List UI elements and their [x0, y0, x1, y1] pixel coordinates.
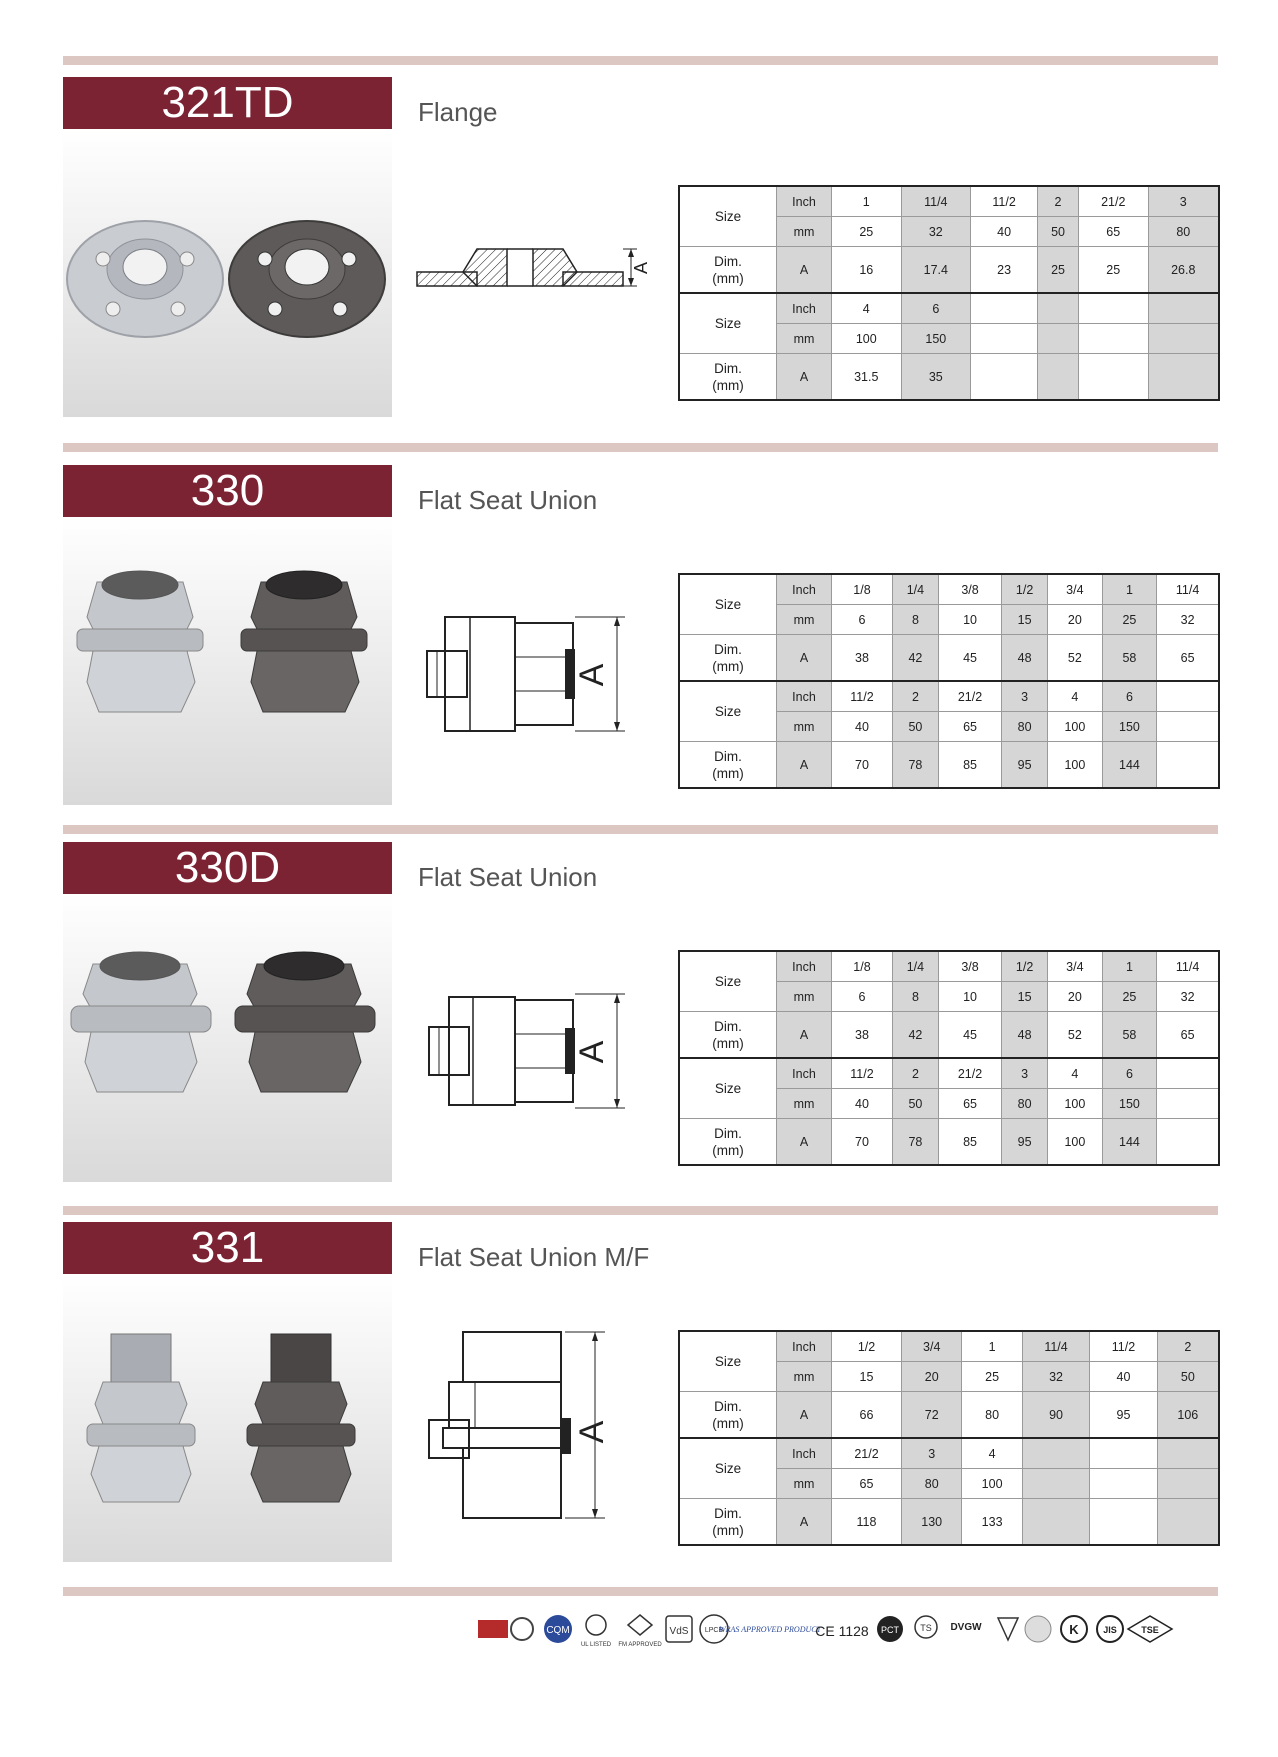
table-cell: 80	[962, 1392, 1022, 1439]
table-cell: 144	[1102, 742, 1157, 789]
table-cell: 15	[1002, 982, 1048, 1012]
table-row	[679, 951, 1219, 982]
svg-text:A: A	[573, 1420, 611, 1444]
fm-icon	[628, 1615, 652, 1635]
table-cell: 45	[938, 635, 1001, 682]
table-cell: 58	[1102, 1012, 1157, 1059]
separator-bar	[63, 1206, 1218, 1215]
table-cell	[1090, 1499, 1157, 1546]
table-cell	[1148, 354, 1219, 401]
unit-label: A	[777, 742, 832, 789]
certification-logos	[478, 1608, 1218, 1650]
unit-label: Inch	[777, 186, 832, 217]
table-cell	[1157, 1119, 1219, 1166]
table-cell	[1022, 1499, 1089, 1546]
table-cell: 11/4	[901, 186, 971, 217]
table-cell: 11/4	[1157, 951, 1219, 982]
unit-label: A	[777, 1392, 832, 1439]
table-row	[679, 354, 1219, 401]
table-cell: 52	[1048, 1012, 1103, 1059]
table-cell: 16	[832, 247, 902, 294]
table-cell: 150	[1102, 712, 1157, 742]
table-cell: 70	[832, 1119, 893, 1166]
table-cell	[1148, 293, 1219, 324]
unit-label: mm	[777, 1469, 832, 1499]
table-cell: 1	[1102, 951, 1157, 982]
table-cell: 3/4	[1048, 951, 1103, 982]
table-cell	[1157, 712, 1219, 742]
unit-label: A	[777, 635, 832, 682]
unit-label: mm	[777, 982, 832, 1012]
table-row	[679, 1438, 1219, 1469]
table-cell: 3/8	[938, 951, 1001, 982]
table-cell: 21/2	[832, 1438, 902, 1469]
table-cell: 8	[892, 605, 938, 635]
table-cell: 72	[902, 1392, 962, 1439]
table-cell: 3/4	[1048, 574, 1103, 605]
dimension-table	[678, 1330, 1220, 1546]
unit-label: mm	[777, 712, 832, 742]
table-cell	[1157, 1089, 1219, 1119]
product-section-330	[0, 465, 1278, 805]
unit-label: mm	[777, 1089, 832, 1119]
table-cell: 80	[902, 1469, 962, 1499]
unit-label: A	[777, 1012, 832, 1059]
table-cell: 65	[832, 1469, 902, 1499]
table-cell: 21/2	[1078, 186, 1148, 217]
table-row	[679, 186, 1219, 217]
table-cell: 1/8	[832, 574, 893, 605]
table-cell	[1078, 293, 1148, 324]
table-cell	[1148, 324, 1219, 354]
table-cell: 8	[892, 982, 938, 1012]
table-cell: 130	[902, 1499, 962, 1546]
table-cell: 42	[892, 1012, 938, 1059]
table-cell: 25	[1102, 982, 1157, 1012]
table-cell	[1157, 681, 1219, 712]
product-photo	[63, 1274, 392, 1562]
table-cell: 32	[1157, 605, 1219, 635]
product-code: 331	[63, 1222, 392, 1274]
table-cell: 1	[832, 186, 902, 217]
dim-label: Dim. (mm)	[679, 1392, 777, 1439]
table-cell: 58	[1102, 635, 1157, 682]
table-cell: 25	[832, 217, 902, 247]
table-cell: 6	[832, 605, 893, 635]
ul-icon	[586, 1615, 606, 1635]
table-cell: 25	[1038, 247, 1079, 294]
table-cell: 150	[1102, 1089, 1157, 1119]
dim-label: Dim. (mm)	[679, 742, 777, 789]
svg-text:PCT: PCT	[881, 1625, 899, 1635]
product-code: 330D	[63, 842, 392, 894]
unit-label: A	[777, 247, 832, 294]
table-cell	[1090, 1469, 1157, 1499]
table-cell: 3	[1148, 186, 1219, 217]
table-cell: 50	[1038, 217, 1079, 247]
svg-text:CE 1128: CE 1128	[815, 1623, 869, 1639]
table-cell	[971, 324, 1038, 354]
table-cell	[971, 354, 1038, 401]
unit-label: Inch	[777, 1331, 832, 1362]
table-cell: 6	[901, 293, 971, 324]
table-cell	[971, 293, 1038, 324]
table-cell: 11/4	[1157, 574, 1219, 605]
separator-bar	[63, 1587, 1218, 1596]
table-cell: 11/2	[1090, 1331, 1157, 1362]
table-cell: 50	[892, 1089, 938, 1119]
dim-label: Dim. (mm)	[679, 247, 777, 294]
table-cell: 80	[1002, 712, 1048, 742]
seal-icon	[511, 1618, 533, 1640]
dimension-table	[678, 950, 1220, 1166]
table-row	[679, 1392, 1219, 1439]
size-label: Size	[679, 1058, 777, 1119]
dim-label: Dim. (mm)	[679, 354, 777, 401]
table-cell: 6	[832, 982, 893, 1012]
dim-label: Dim. (mm)	[679, 1119, 777, 1166]
table-cell: 2	[892, 681, 938, 712]
table-cell: 21/2	[938, 1058, 1001, 1089]
triangle-cert-icon	[998, 1618, 1018, 1640]
table-cell: 52	[1048, 635, 1103, 682]
table-cell	[1078, 354, 1148, 401]
unit-label: mm	[777, 605, 832, 635]
svg-text:DVGW: DVGW	[950, 1622, 982, 1633]
table-cell: 144	[1102, 1119, 1157, 1166]
table-cell: 48	[1002, 1012, 1048, 1059]
table-cell: 65	[1157, 635, 1219, 682]
table-cell: 100	[1048, 712, 1103, 742]
table-cell: 25	[1078, 247, 1148, 294]
table-row	[679, 1012, 1219, 1059]
dimension-table	[678, 185, 1220, 401]
table-cell: 1/4	[892, 951, 938, 982]
table-cell: 40	[971, 217, 1038, 247]
table-cell: 100	[832, 324, 902, 354]
svg-text:TSE: TSE	[1141, 1625, 1159, 1635]
dimension-table	[678, 573, 1220, 789]
table-cell: 78	[892, 1119, 938, 1166]
table-cell: 6	[1102, 681, 1157, 712]
table-cell: 11/2	[832, 681, 893, 712]
table-cell	[1157, 1499, 1219, 1546]
table-cell: 4	[1048, 1058, 1103, 1089]
table-cell: 4	[1048, 681, 1103, 712]
svg-text:K: K	[1069, 1622, 1079, 1637]
table-cell	[1022, 1438, 1089, 1469]
table-cell: 90	[1022, 1392, 1089, 1439]
svg-text:VdS: VdS	[669, 1626, 689, 1637]
table-cell: 26.8	[1148, 247, 1219, 294]
table-cell	[1022, 1469, 1089, 1499]
table-cell: 70	[832, 742, 893, 789]
unit-label: Inch	[777, 1058, 832, 1089]
flange-drawing	[415, 177, 675, 377]
table-cell: 23	[971, 247, 1038, 294]
table-cell: 1/2	[832, 1331, 902, 1362]
table-cell: 17.4	[901, 247, 971, 294]
table-cell: 35	[901, 354, 971, 401]
table-cell: 15	[832, 1362, 902, 1392]
unit-label: A	[777, 1119, 832, 1166]
table-cell	[1157, 1469, 1219, 1499]
table-cell: 31.5	[832, 354, 902, 401]
unit-label: A	[777, 1499, 832, 1546]
table-cell: 10	[938, 982, 1001, 1012]
table-cell	[1038, 324, 1079, 354]
table-cell: 42	[892, 635, 938, 682]
table-cell: 3/8	[938, 574, 1001, 605]
product-photo	[63, 129, 392, 417]
size-label: Size	[679, 1438, 777, 1499]
table-cell: 65	[1157, 1012, 1219, 1059]
table-cell: 65	[938, 1089, 1001, 1119]
separator-bar	[63, 56, 1218, 65]
table-cell	[1157, 1058, 1219, 1089]
svg-text:FM APPROVED: FM APPROVED	[618, 1642, 662, 1648]
product-title: Flat Seat Union	[418, 485, 598, 515]
table-cell: 25	[962, 1362, 1022, 1392]
table-cell: 66	[832, 1392, 902, 1439]
table-cell: 85	[938, 1119, 1001, 1166]
table-cell: 106	[1157, 1392, 1219, 1439]
table-row	[679, 742, 1219, 789]
table-cell: 2	[1157, 1331, 1219, 1362]
table-cell: 133	[962, 1499, 1022, 1546]
table-cell: 32	[1022, 1362, 1089, 1392]
table-cell: 85	[938, 742, 1001, 789]
unit-label: mm	[777, 217, 832, 247]
table-row	[679, 635, 1219, 682]
table-cell: 4	[832, 293, 902, 324]
table-cell: 10	[938, 605, 1001, 635]
table-cell: 3	[1002, 681, 1048, 712]
svg-text:TS: TS	[920, 1623, 932, 1633]
table-cell: 150	[901, 324, 971, 354]
table-cell: 11/4	[1022, 1331, 1089, 1362]
table-cell: 78	[892, 742, 938, 789]
table-cell	[1038, 293, 1079, 324]
dim-label: Dim. (mm)	[679, 635, 777, 682]
table-cell: 40	[832, 712, 893, 742]
table-cell: 38	[832, 1012, 893, 1059]
table-cell: 1/2	[1002, 574, 1048, 605]
table-row	[679, 293, 1219, 324]
svg-text:UL LISTED: UL LISTED	[580, 1642, 612, 1648]
svg-text:WRAS APPROVED PRODUCT: WRAS APPROVED PRODUCT	[718, 1625, 822, 1634]
table-row	[679, 681, 1219, 712]
unit-label: mm	[777, 324, 832, 354]
table-cell	[1157, 1438, 1219, 1469]
size-label: Size	[679, 293, 777, 354]
table-cell: 100	[962, 1469, 1022, 1499]
table-cell: 6	[1102, 1058, 1157, 1089]
table-cell: 65	[1078, 217, 1148, 247]
union-drawing	[415, 942, 675, 1142]
table-cell: 50	[892, 712, 938, 742]
dim-label: Dim. (mm)	[679, 1012, 777, 1059]
svg-text:A: A	[573, 1040, 611, 1064]
table-cell: 20	[902, 1362, 962, 1392]
table-cell: 100	[1048, 1119, 1103, 1166]
svg-text:LPCB: LPCB	[704, 1627, 724, 1634]
table-cell: 21/2	[938, 681, 1001, 712]
table-cell	[1090, 1438, 1157, 1469]
table-cell: 15	[1002, 605, 1048, 635]
table-cell: 40	[832, 1089, 893, 1119]
table-row	[679, 1499, 1219, 1546]
table-cell: 32	[901, 217, 971, 247]
table-row	[679, 574, 1219, 605]
table-cell: 95	[1002, 742, 1048, 789]
table-cell: 45	[938, 1012, 1001, 1059]
table-cell: 40	[1090, 1362, 1157, 1392]
table-cell	[1038, 354, 1079, 401]
table-cell: 1/8	[832, 951, 893, 982]
separator-bar	[63, 825, 1218, 834]
union-mf-drawing	[415, 1322, 675, 1522]
unit-label: Inch	[777, 681, 832, 712]
size-label: Size	[679, 574, 777, 635]
round-seal-icon	[1025, 1616, 1051, 1642]
table-cell: 95	[1002, 1119, 1048, 1166]
table-cell: 1/2	[1002, 951, 1048, 982]
table-cell: 20	[1048, 982, 1103, 1012]
table-cell: 1/4	[892, 574, 938, 605]
unit-label: A	[777, 354, 832, 401]
table-cell: 100	[1048, 742, 1103, 789]
separator-bar	[63, 443, 1218, 452]
unit-label: Inch	[777, 951, 832, 982]
product-title: Flange	[418, 97, 498, 127]
table-cell	[1078, 324, 1148, 354]
table-cell: 50	[1157, 1362, 1219, 1392]
table-cell: 11/2	[832, 1058, 893, 1089]
table-cell: 65	[938, 712, 1001, 742]
unit-label: mm	[777, 1362, 832, 1392]
table-row	[679, 1058, 1219, 1089]
table-cell: 80	[1148, 217, 1219, 247]
quality-logo-icon	[478, 1620, 508, 1638]
svg-text:CQM: CQM	[546, 1625, 570, 1636]
product-section-331	[0, 1222, 1278, 1562]
unit-label: Inch	[777, 574, 832, 605]
unit-label: Inch	[777, 293, 832, 324]
unit-label: Inch	[777, 1438, 832, 1469]
table-cell: 20	[1048, 605, 1103, 635]
size-label: Size	[679, 681, 777, 742]
size-label: Size	[679, 186, 777, 247]
table-row	[679, 247, 1219, 294]
svg-text:A: A	[573, 663, 611, 687]
svg-text:JIS: JIS	[1103, 1625, 1117, 1635]
table-cell: 48	[1002, 635, 1048, 682]
size-label: Size	[679, 1331, 777, 1392]
product-title: Flat Seat Union	[418, 862, 598, 892]
dim-label: Dim. (mm)	[679, 1499, 777, 1546]
product-photo	[63, 517, 392, 805]
table-cell: 2	[892, 1058, 938, 1089]
table-cell	[1157, 742, 1219, 789]
product-title: Flat Seat Union M/F	[418, 1242, 650, 1272]
table-cell: 118	[832, 1499, 902, 1546]
svg-text:A: A	[631, 261, 651, 275]
product-photo	[63, 894, 392, 1182]
product-section-321td	[0, 77, 1278, 417]
table-cell: 1	[1102, 574, 1157, 605]
table-row	[679, 1119, 1219, 1166]
table-cell: 80	[1002, 1089, 1048, 1119]
product-section-330d	[0, 842, 1278, 1182]
size-label: Size	[679, 951, 777, 1012]
product-code: 321TD	[63, 77, 392, 129]
table-cell: 11/2	[971, 186, 1038, 217]
table-cell: 1	[962, 1331, 1022, 1362]
table-cell: 95	[1090, 1392, 1157, 1439]
table-cell: 4	[962, 1438, 1022, 1469]
table-row	[679, 1331, 1219, 1362]
union-drawing	[415, 565, 675, 765]
table-cell: 32	[1157, 982, 1219, 1012]
table-cell: 3/4	[902, 1331, 962, 1362]
table-cell: 100	[1048, 1089, 1103, 1119]
table-cell: 3	[902, 1438, 962, 1469]
table-cell: 25	[1102, 605, 1157, 635]
product-code: 330	[63, 465, 392, 517]
table-cell: 2	[1038, 186, 1079, 217]
table-cell: 3	[1002, 1058, 1048, 1089]
table-cell: 38	[832, 635, 893, 682]
